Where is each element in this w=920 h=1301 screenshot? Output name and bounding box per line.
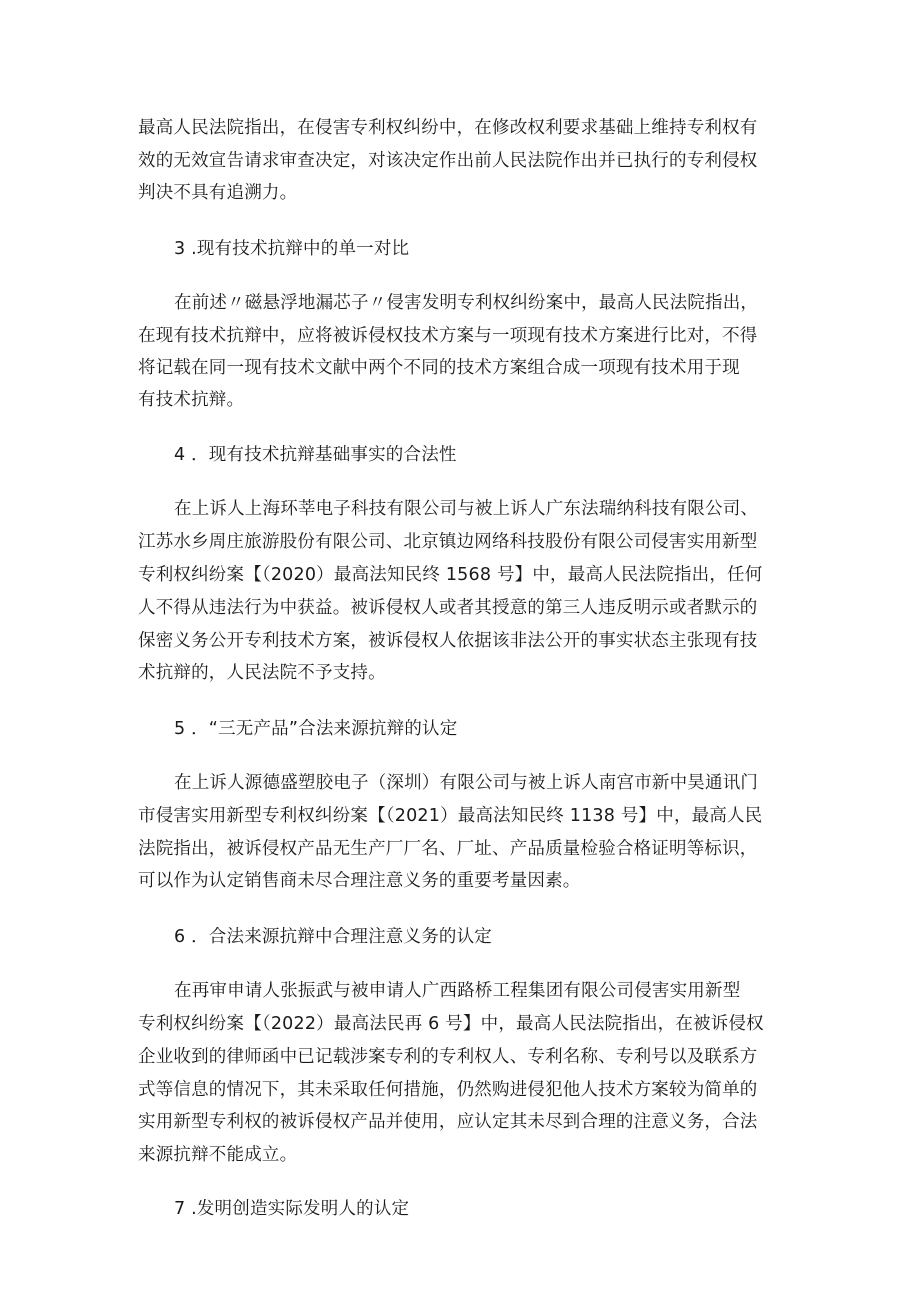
section-heading-5: 5 ．“三无产品”合法来源抗辩的认定 <box>174 719 458 739</box>
text-line: 专利权纠纷案【（2020）最高法知民终 1568 号】中，最高人民法院指出，任何 <box>138 565 763 585</box>
text-line: 可以作为认定销售商未尽合理注意义务的重要考量因素。 <box>138 871 581 891</box>
text-line: 在上诉人源德盛塑胶电子（深圳）有限公司与被上诉人南宫市新中昊通讯门 <box>174 773 759 793</box>
text-line: 最高人民法院指出，在侵害专利权纠纷中，在修改权利要求基础上维持专利权有 <box>138 118 758 138</box>
text-line: 式等信息的情况下，其未采取任何措施，仍然购进侵犯他人技术方案较为简单的 <box>138 1080 758 1100</box>
text-line: 在上诉人上海环莘电子科技有限公司与被上诉人广东法瑞纳科技有限公司、 <box>174 499 759 519</box>
text-line: 企业收到的律师函中已记载涉案专利的专利权人、专利名称、专利号以及联系方 <box>138 1047 758 1067</box>
text-line: 效的无效宣告请求审查决定，对该决定作出前人民法院作出并已执行的专利侵权 <box>138 151 758 171</box>
text-line: 来源抗辩不能成立。 <box>138 1145 298 1165</box>
section-heading-6: 6 ．合法来源抗辩中合理注意义务的认定 <box>174 927 492 947</box>
text-line: 人不得从违法行为中获益。被诉侵权人或者其授意的第三人违反明示或者默示的 <box>138 598 758 618</box>
text-line: 江苏水乡周庄旅游股份有限公司、北京镇边网络科技股份有限公司侵害实用新型 <box>138 532 758 552</box>
text-line: 实用新型专利权的被诉侵权产品并使用，应认定其未尽到合理的注意义务，合法 <box>138 1112 758 1132</box>
text-line: 在前述〃磁悬浮地漏芯子〃侵害发明专利权纠纷案中，最高人民法院指出， <box>174 293 759 313</box>
text-line: 将记载在同一现有技术文献中两个不同的技术方案组合成一项现有技术用于现 <box>138 358 740 378</box>
text-line: 术抗辩的，人民法院不予支持。 <box>138 663 386 683</box>
text-line: 判决不具有追溯力。 <box>138 183 298 203</box>
text-line: 保密义务公开专利技术方案，被诉侵权人依据该非法公开的事实状态主张现有技 <box>138 631 758 651</box>
text-line: 在再审申请人张振武与被申请人广西路桥工程集团有限公司侵害实用新型 <box>174 981 741 1001</box>
section-heading-7: 7 .发明创造实际发明人的认定 <box>174 1199 410 1219</box>
text-line: 法院指出，被诉侵权产品无生产厂厂名、厂址、产品质量检验合格证明等标识， <box>138 839 758 859</box>
text-line: 专利权纠纷案【（2022）最高法民再 6 号】中，最高人民法院指出，在被诉侵权 <box>138 1014 764 1034</box>
section-heading-3: 3 .现有技术抗辩中的单一对比 <box>174 239 410 259</box>
text-line: 有技术抗辩。 <box>138 390 245 410</box>
text-line: 在现有技术抗辩中，应将被诉侵权技术方案与一项现有技术方案进行比对，不得 <box>138 326 758 346</box>
section-heading-4: 4 ．现有技术抗辩基础事实的合法性 <box>174 445 457 465</box>
text-line: 市侵害实用新型专利权纠纷案【（2021）最高法知民终 1138 号】中，最高人民 <box>138 806 763 826</box>
